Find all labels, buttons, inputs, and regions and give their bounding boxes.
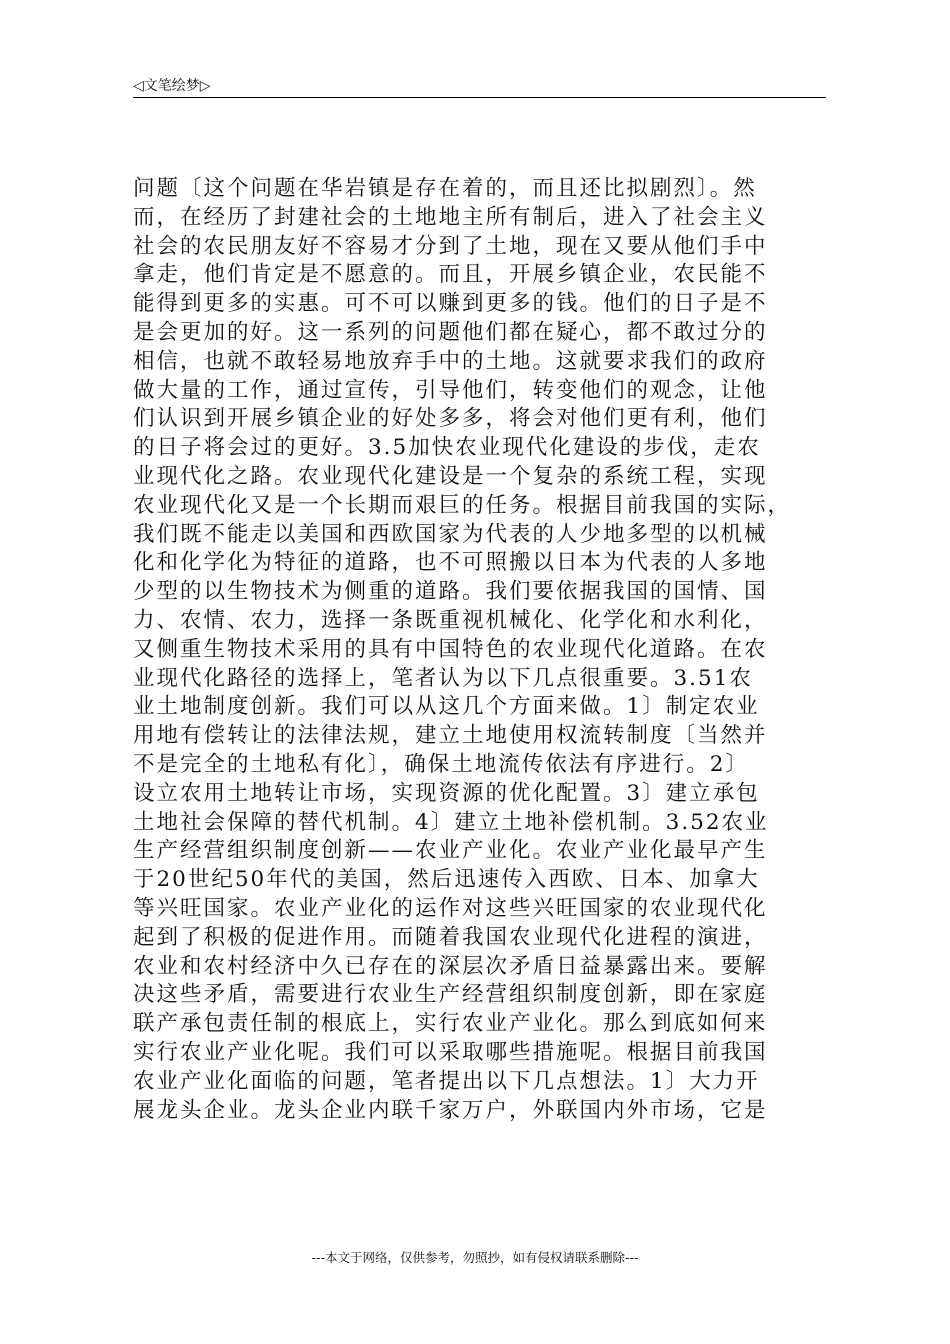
text-line: 农业和农村经济中久已存在的深层次矛盾日益暴露出来。要解 bbox=[133, 953, 768, 979]
text-line: 土地社会保障的替代机制。4〕建立土地补偿机制。3.52农业 bbox=[133, 809, 769, 835]
text-line: 少型的以生物技术为侧重的道路。我们要依据我国的国情、国 bbox=[133, 579, 768, 605]
text-line: 又侧重生物技术采用的具有中国特色的农业现代化道路。在农 bbox=[133, 636, 768, 662]
text-line: 农业现代化又是一个长期而艰巨的任务。根据目前我国的实际， bbox=[133, 492, 792, 518]
text-line: 决这些矛盾，需要进行农业生产经营组织制度创新，即在家庭 bbox=[133, 982, 768, 1008]
text-line: 展龙头企业。龙头企业内联千家万户，外联国内外市场，它是 bbox=[133, 1097, 768, 1123]
text-line: 化和化学化为特征的道路，也不可照搬以日本为代表的人多地 bbox=[133, 550, 768, 576]
text-line: 的日子将会过的更好。3.5加快农业现代化建设的步伐，走农 bbox=[133, 435, 761, 461]
text-line: 不是完全的土地私有化〕，确保土地流传依法有序进行。2〕 bbox=[133, 751, 749, 777]
text-line: 能得到更多的实惠。可不可以赚到更多的钱。他们的日子是不 bbox=[133, 291, 768, 317]
text-line: 实行农业产业化呢。我们可以采取哪些措施呢。根据目前我国 bbox=[133, 1039, 768, 1065]
text-line: 等兴旺国家。农业产业化的运作对这些兴旺国家的农业现代化 bbox=[133, 895, 768, 921]
text-line: 拿走，他们肯定是不愿意的。而且，开展乡镇企业，农民能不 bbox=[133, 262, 768, 288]
text-line: 业现代化路径的选择上，笔者认为以下几点很重要。3.51农 bbox=[133, 665, 753, 691]
body-text bbox=[133, 175, 833, 1125]
text-line: 业土地制度创新。我们可以从这几个方面来做。1〕制定农业 bbox=[133, 694, 760, 720]
text-line: 是会更加的好。这一系列的问题他们都在疑心，都不敢过分的 bbox=[133, 319, 768, 345]
text-line: 起到了积极的促进作用。而随着我国农业现代化进程的演进， bbox=[133, 924, 768, 950]
page-footer-disclaimer: ---本文于网络，仅供参考，勿照抄，如有侵权请联系删除--- bbox=[311, 1250, 639, 1265]
text-line: 我们既不能走以美国和西欧国家为代表的人少地多型的以机械 bbox=[133, 521, 768, 547]
text-line: 农业产业化面临的问题，笔者提出以下几点想法。1〕大力开 bbox=[133, 1068, 760, 1094]
text-line: 社会的农民朋友好不容易才分到了土地，现在又要从他们手中 bbox=[133, 233, 768, 259]
text-line: 用地有偿转让的法律法规，建立土地使用权流转制度〔当然并 bbox=[133, 723, 768, 749]
text-line: 做大量的工作，通过宣传，引导他们，转变他们的观念，让他 bbox=[133, 377, 768, 403]
text-line: 相信，也就不敢轻易地放弃手中的土地。这就要求我们的政府 bbox=[133, 348, 768, 374]
text-line: 于20世纪50年代的美国，然后迅速传入西欧、日本、加拿大 bbox=[133, 867, 760, 893]
text-line: 力、农情、农力，选择一条既重视机械化、化学化和水利化， bbox=[133, 607, 768, 633]
text-line: 问题〔这个问题在华岩镇是存在着的，而且还比拟剧烈〕。然 bbox=[133, 176, 757, 201]
text-line: 业现代化之路。农业现代化建设是一个复杂的系统工程，实现 bbox=[133, 463, 768, 489]
text-line: 而，在经历了封建社会的土地地主所有制后，进入了社会主义 bbox=[133, 204, 768, 230]
page-header: ◁文笔绘梦▷ bbox=[133, 78, 211, 94]
header-divider bbox=[133, 97, 826, 98]
text-line: 们认识到开展乡镇企业的好处多多，将会对他们更有利，他们 bbox=[133, 406, 768, 432]
text-line: 生产经营组织制度创新——农业产业化。农业产业化最早产生 bbox=[133, 838, 768, 864]
text-line: 联产承包责任制的根底上，实行农业产业化。那么到底如何来 bbox=[133, 1011, 768, 1037]
text-line: 设立农用土地转让市场，实现资源的优化配置。3〕建立承包 bbox=[133, 780, 760, 806]
